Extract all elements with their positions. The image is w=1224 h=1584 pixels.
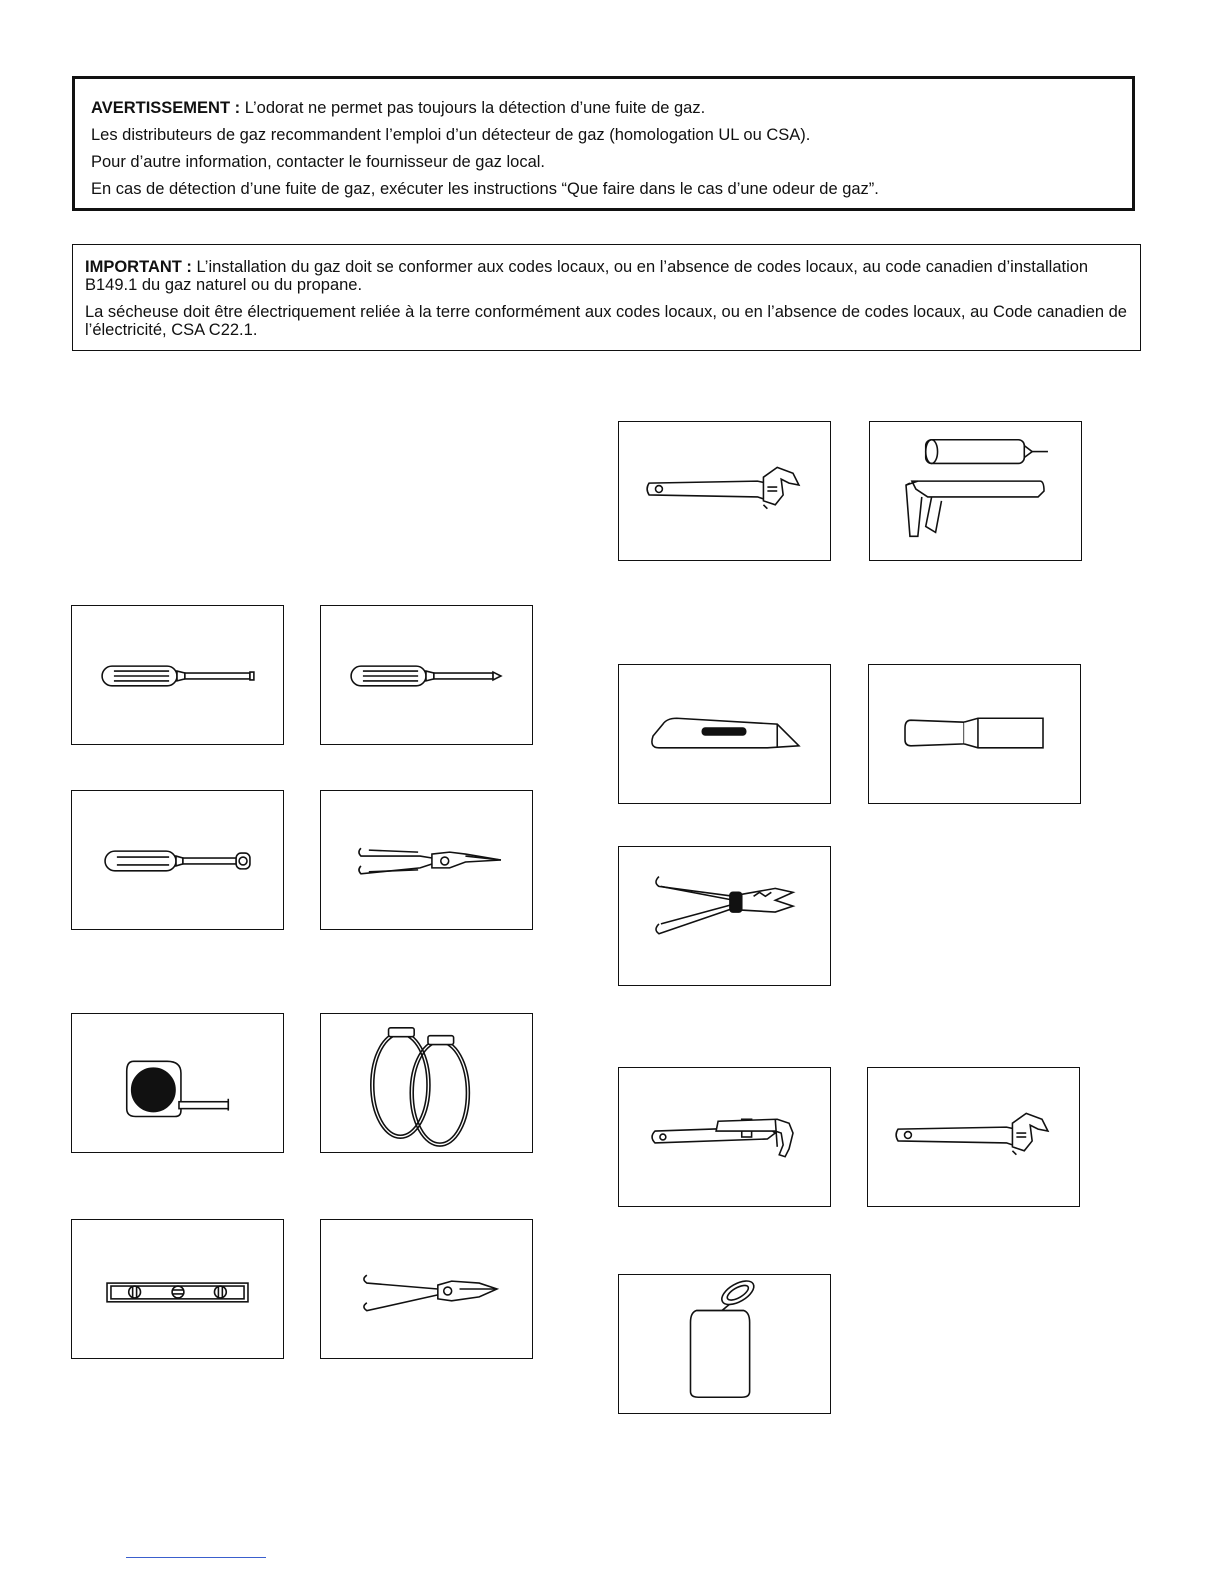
- tool-utility-knife: [618, 664, 831, 804]
- warning-line-3: Pour d’autre information, contacter le fournisseur de gaz local.: [91, 153, 545, 171]
- important-box: [72, 244, 1141, 351]
- phillips-screwdriver-icon: [321, 606, 532, 744]
- footer-link-underline: [126, 1557, 266, 1558]
- warning-line-2: Les distributeurs de gaz recommandent l’emploi d’un détecteur de gaz (homologation UL ou CSA).: [91, 126, 811, 144]
- tool-duct-clamps: [320, 1013, 533, 1153]
- flat-screwdriver-icon: [72, 606, 283, 744]
- utility-knife-icon: [619, 665, 830, 803]
- warning-box: [72, 76, 1135, 211]
- tool-wire-stripper: [618, 846, 831, 986]
- tool-level: [71, 1219, 284, 1359]
- tape-measure-icon: [72, 1014, 283, 1152]
- pliers-icon: [321, 1220, 532, 1358]
- important-para-2: La sécheuse doit être électriquement reliée à la terre conformément aux codes locaux, ou en l’absence de codes locaux, au Code canadien de l’électricité, CSA C22.1.: [85, 303, 1127, 339]
- tool-flat-screwdriver: [71, 605, 284, 745]
- tool-pipe-wrench: [618, 1067, 831, 1207]
- tool-adjustable-wrench-2: [867, 1067, 1080, 1207]
- tool-tin-snips: [320, 790, 533, 930]
- pipe-joint-compound-icon: [619, 1275, 830, 1413]
- putty-knife-icon: [869, 665, 1080, 803]
- tool-tape-measure: [71, 1013, 284, 1153]
- level-icon: [72, 1220, 283, 1358]
- tin-snips-icon: [321, 791, 532, 929]
- tool-adjustable-wrench: [618, 421, 831, 561]
- pipe-wrench-icon: [619, 1068, 830, 1206]
- tool-pipe-joint-compound: [618, 1274, 831, 1414]
- warning-label: AVERTISSEMENT :: [91, 99, 241, 117]
- tool-caulking-gun: [869, 421, 1082, 561]
- important-label: IMPORTANT :: [85, 258, 192, 276]
- warning-line-4: En cas de détection d’une fuite de gaz, exécuter les instructions “Que faire dans le cas d’une odeur de gaz”.: [91, 180, 879, 198]
- important-para-1: [85, 258, 1128, 294]
- tool-putty-knife: [868, 664, 1081, 804]
- tool-pliers: [320, 1219, 533, 1359]
- warning-line-1: [91, 95, 1132, 122]
- tool-nut-driver: [71, 790, 284, 930]
- tool-phillips-screwdriver: [320, 605, 533, 745]
- nut-driver-icon: [72, 791, 283, 929]
- duct-clamps-icon: [321, 1014, 532, 1152]
- wire-stripper-icon: [619, 847, 830, 985]
- adjustable-wrench-icon: [619, 422, 830, 560]
- caulking-gun-icon: [870, 422, 1081, 560]
- important-text-1: L’installation du gaz doit se conformer aux codes locaux, ou en l’absence de codes locaux, au code canadien d’installation B149.1 du gaz naturel ou du propane.: [85, 258, 1089, 294]
- adjustable-wrench-icon: [868, 1068, 1079, 1206]
- warning-text-1: L’odorat ne permet pas toujours la détection d’une fuite de gaz.: [244, 99, 706, 117]
